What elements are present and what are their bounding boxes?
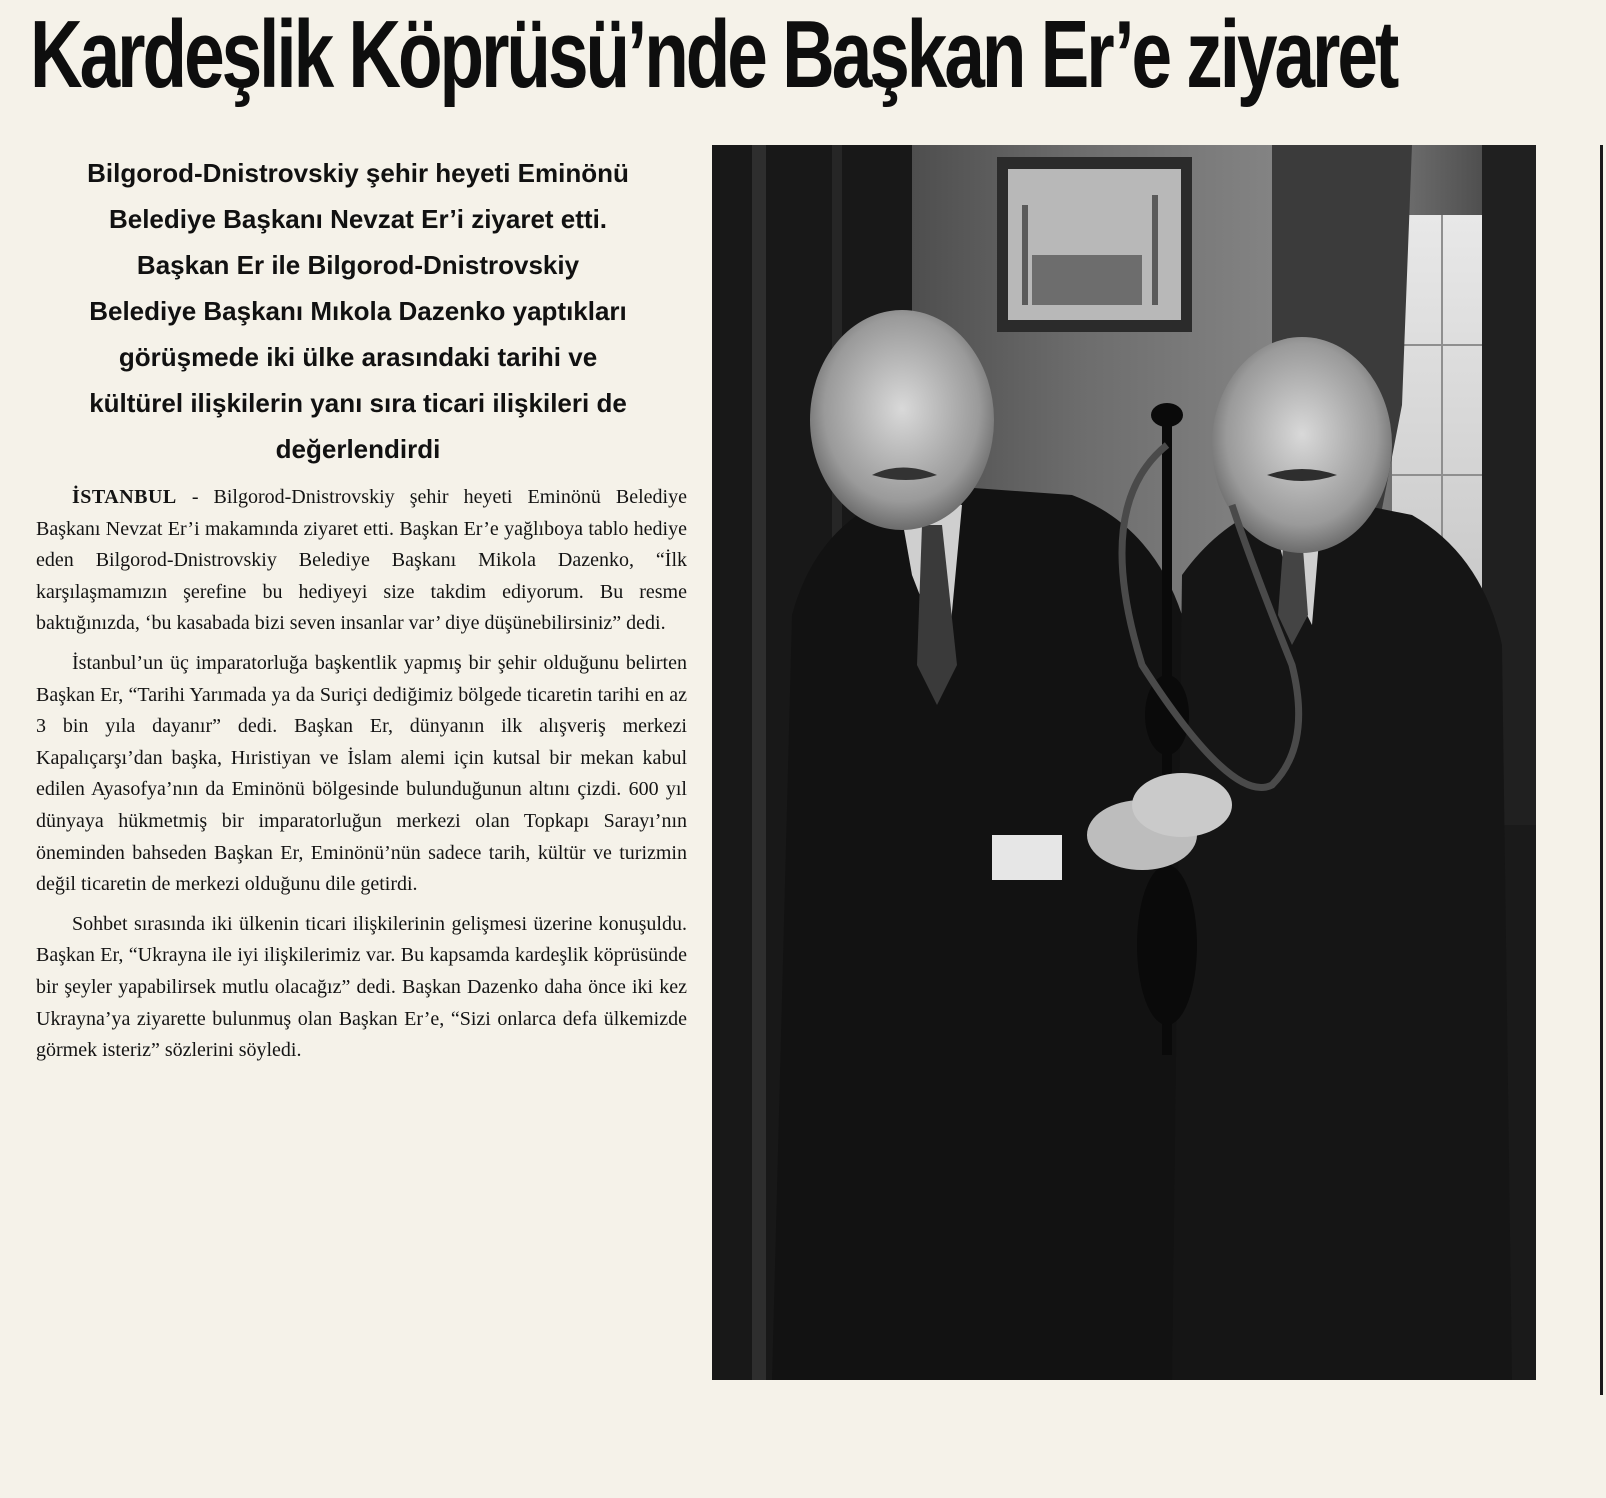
news-photo [712, 145, 1536, 1380]
body-paragraph-3: Sohbet sırasında iki ülkenin ticari ilişkilerinin gelişmesi üzerine konuşuldu. Başkan Er, “Ukrayna ile iyi ilişkilerimiz var. Bu kapsamda kardeşlik köprüsünde bir şeyler yapabilirsek mutlu olacağız” dedi. Başkan Dazenko daha önce iki kez Ukrayna’ya ziyarette bulunmuş olan Başkan Er’e, “Sizi onlarca defa ülkemizde görmek isteriz” sözlerini söyledi. [36, 912, 687, 1062]
deck-line: değerlendirdi [275, 434, 441, 464]
paragraph-text: Bilgorod-Dnistrovskiy şehir heyeti Eminönü Belediye Başkanı Nevzat Er’i makamında ziyaret etti. Başkan Er’e yağlıboya tablo hediye eden Bilgorod-Dnistrovskiy Belediye Başkanı Mikola Dazenko, “İlk karşılaşmamızın şerefine bu hediyeyi size takdim ediyorum. Bu resme baktığınızda, ‘bu kasabada bizi seven insanlar var’ diye düşünebilirsiniz” dedi. [36, 486, 687, 635]
deck-line: Başkan Er ile Bilgorod-Dnistrovskiy [136, 250, 580, 280]
dateline-separator: - [176, 486, 214, 508]
dateline: İSTANBUL [72, 486, 177, 508]
deck-line: görüşmede iki ülke arasındaki tarihi ve [118, 342, 598, 372]
deck-subheadline [28, 150, 688, 472]
body-paragraph-2: İstanbul’un üç imparatorluğa başkentlik yapmış bir şehir olduğunu belirten Başkan Er, “Tarihi Yarımada ya da Suriçi dediğimiz bölgede ticaretin tarihi en az 3 bin yıla dayanır” dedi. Başkan Er, dünyanın ilk alışveriş merkezi Kapalıçarşı’dan başka, Hıristiyan ve İslam alemi için kutsal bir mekan kabul edilen Ayasofya’nın da Eminönü bölgesinde bulunduğunun altını çizdi. 600 yıl dünyaya hükmetmiş bir imparatorluğun merkezi olan Topkapı Sarayı’nın öneminden bahseden Başkan Er, Eminönü’nün sadece tarih, kültür ve turizmin değil ticaretin de merkezi olduğunu dile getirdi. [36, 651, 687, 896]
article-body [36, 482, 687, 1075]
left-man-face [810, 310, 994, 530]
deck-line: Belediye Başkanı Nevzat Er’i ziyaret etti. [108, 204, 608, 234]
deck-line: Belediye Başkanı Mıkola Dazenko yaptıkları [89, 296, 627, 326]
deck-line: Bilgorod-Dnistrovskiy şehir heyeti Eminönü [87, 158, 629, 188]
body-paragraph-1 [36, 482, 687, 640]
right-man-suit [1172, 495, 1512, 1380]
left-cuff [992, 835, 1062, 880]
photo-two-officials-with-hookah [712, 145, 1536, 1380]
headline: Kardeşlik Köprüsü’nde Başkan Er’e ziyaret [30, 1, 1397, 108]
deck-line: kültürel ilişkilerin yanı sıra ticari ilişkileri de [89, 388, 627, 418]
column-rule [1600, 145, 1603, 1395]
